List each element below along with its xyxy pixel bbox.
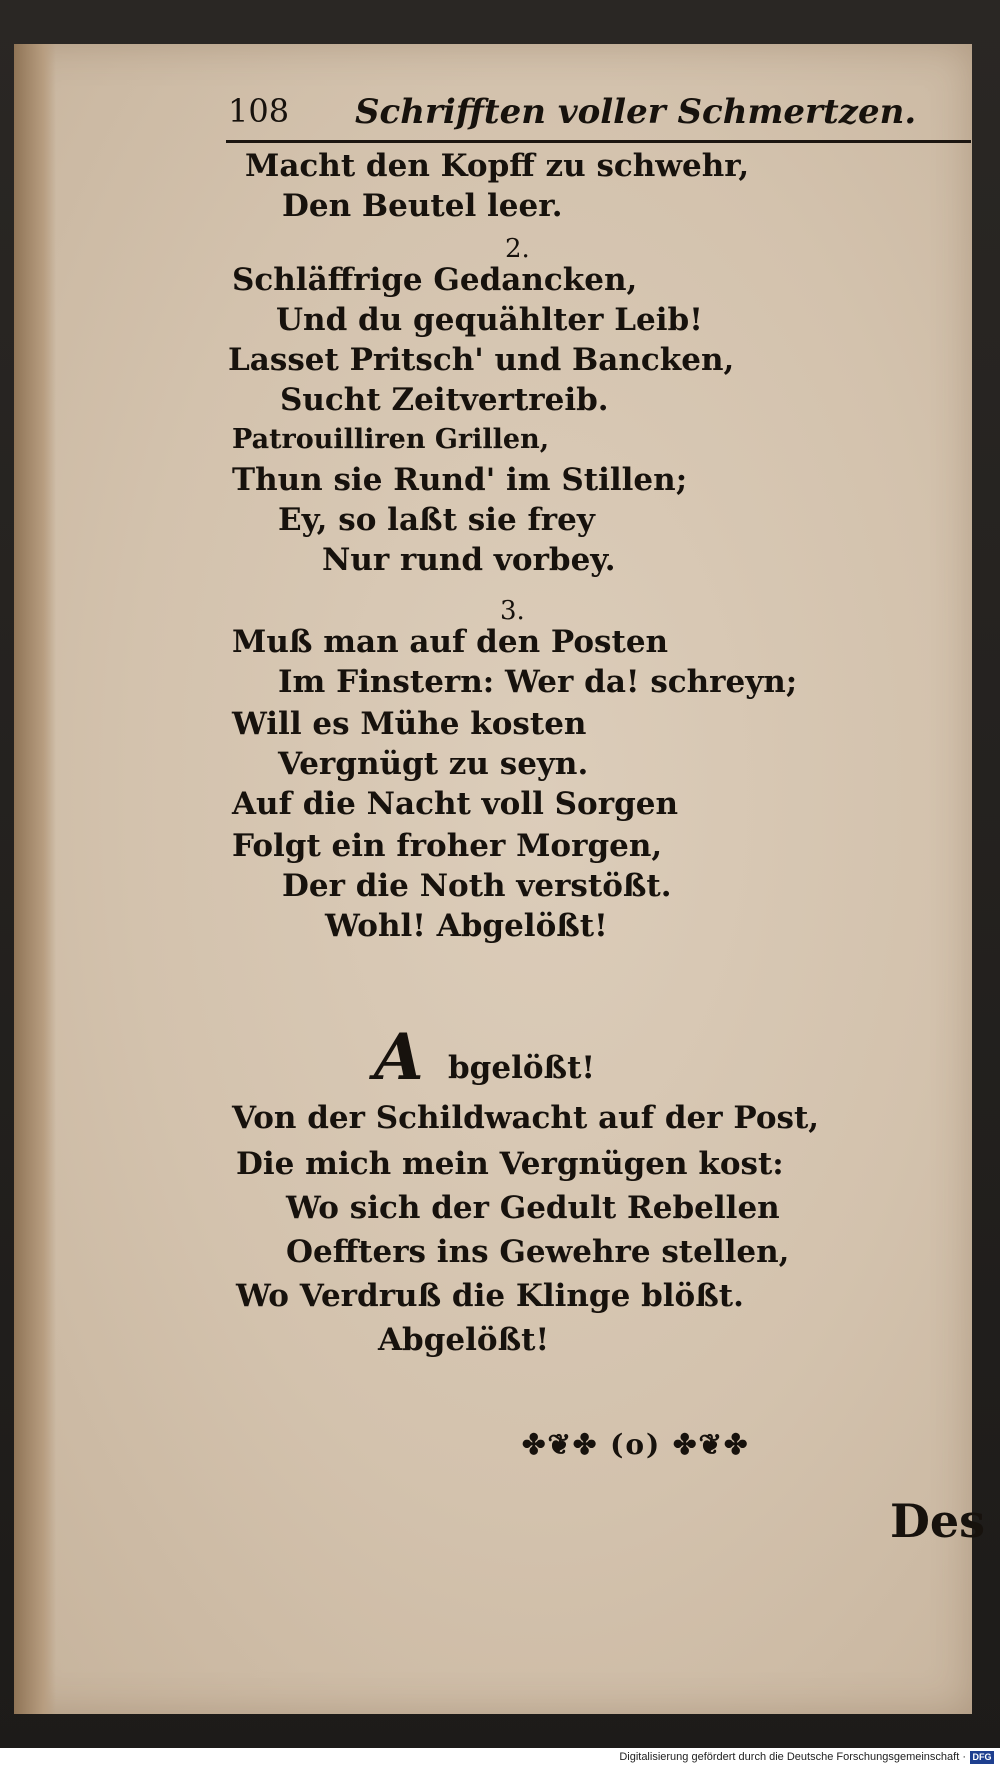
verse-line: Macht den Kopff zu schwehr, [245,148,750,184]
verse-line: Nur rund vorbey. [322,542,616,578]
header-rule [226,140,971,143]
verse-line: Wo sich der Gedult Rebellen [286,1190,780,1226]
verse-line: Oeffters ins Gewehre stellen, [286,1234,790,1270]
page-gutter-edge [14,44,56,1714]
verse-line: Thun sie Rund' im Stillen; [232,462,688,498]
page-number: 108 [228,92,290,130]
verse-line: Vergnügt zu seyn. [278,746,589,782]
catchword: Des [890,1494,986,1548]
ornament-divider: ✤❦✤ (o) ✤❦✤ [522,1428,750,1461]
verse-line: Den Beutel leer. [282,188,563,224]
verse-line: Sucht Zeitvertreib. [280,382,609,418]
verse-line: Im Finstern: Wer da! schreyn; [278,664,798,700]
verse-line: Von der Schildwacht auf der Post, [232,1100,820,1136]
verse-line: Muß man auf den Posten [232,624,669,660]
footer-credit: Digitalisierung gefördert durch die Deutsche Forschungsgemeinschaft · [619,1751,966,1763]
verse-line: Der die Noth verstößt. [282,868,672,904]
verse-line: Wohl! Abgelößt! [325,908,608,944]
verse-line: Patrouilliren Grillen, [232,424,550,455]
drop-cap-letter: A [374,1020,424,1095]
verse-line: Folgt ein froher Morgen, [232,828,663,864]
dfg-logo-icon: DFG [970,1751,994,1764]
section-heading: bgelößt! [448,1050,596,1086]
stanza-number: 2. [505,234,530,264]
verse-line: Die mich mein Vergnügen kost: [236,1146,784,1182]
verse-line: Auf die Nacht voll Sorgen [232,786,679,822]
running-title: Schrifften voller Schmertzen. [355,92,917,132]
verse-line: Ey, so laßt sie frey [278,502,595,538]
stanza-number: 3. [500,596,525,626]
verse-line: Schläffrige Gedancken, [232,262,638,298]
verse-line: Lasset Pritsch' und Bancken, [228,342,735,378]
verse-line: Wo Verdruß die Klinge blößt. [236,1278,744,1314]
verse-line: Will es Mühe kosten [232,706,587,742]
verse-line: Und du gequählter Leib! [276,302,703,338]
verse-line: Abgelößt! [378,1322,550,1358]
